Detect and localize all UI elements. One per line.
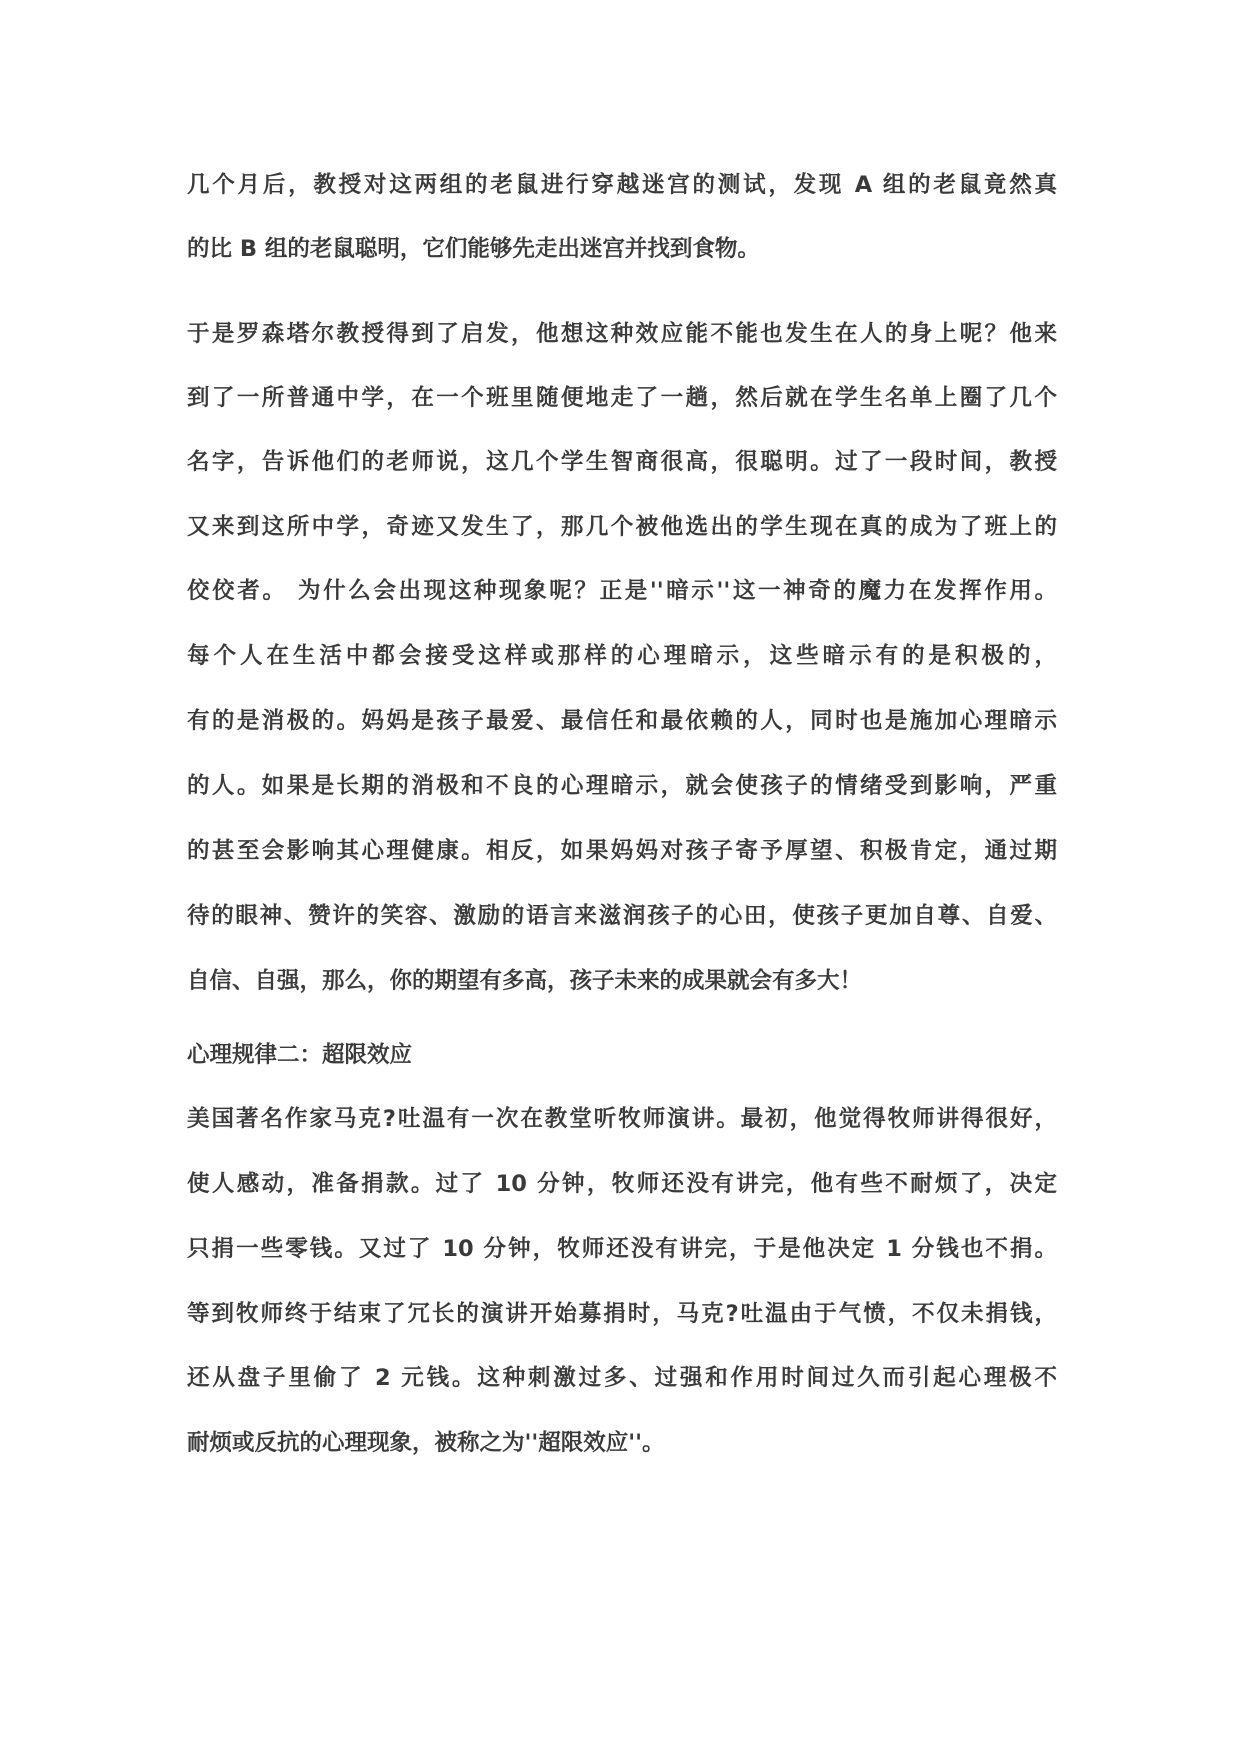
- text-line-2: 的比 B 组的老鼠聪明，它们能够先走出迷宫并找到食物。: [187, 236, 760, 262]
- text-line-3: 于是罗森塔尔教授得到了启发，他想这种效应能不能也发生在人的身上呢？他来: [187, 321, 1057, 347]
- text-line-15: 美国著名作家马克?吐温有一次在教堂听牧师演讲。最初，他觉得牧师讲得很好，: [187, 1106, 1057, 1132]
- text-line-10: 的人。如果是长期的消极和不良的心理暗示，就会使孩子的情绪受到影响，严重: [187, 773, 1057, 799]
- text-line-16: 使人感动，准备捐款。过了 10 分钟，牧师还没有讲完，他有些不耐烦了，决定: [187, 1171, 1057, 1197]
- text-line-13: 自信、自强，那么，你的期望有多高，孩子未来的成果就会有多大！: [187, 968, 863, 994]
- text-line-4: 到了一所普通中学，在一个班里随便地走了一趟，然后就在学生名单上圈了几个: [187, 385, 1057, 411]
- text-line-11: 的甚至会影响其心理健康。相反，如果妈妈对孩子寄予厚望、积极肯定，通过期: [187, 838, 1057, 864]
- text-line-7: 佼佼者。 为什么会出现这种现象呢？正是''暗示''这一神奇的魔力在发挥作用。: [187, 578, 1057, 604]
- text-line-1: 几个月后，教授对这两组的老鼠进行穿越迷宫的测试，发现 A 组的老鼠竟然真: [187, 172, 1057, 198]
- section-heading: 心理规律二：超限效应: [187, 1042, 413, 1068]
- text-line-6: 又来到这所中学，奇迹又发生了，那几个被他选出的学生现在真的成为了班上的: [187, 514, 1057, 540]
- text-line-17: 只捐一些零钱。又过了 10 分钟，牧师还没有讲完，于是他决定 1 分钱也不捐。: [187, 1236, 1057, 1262]
- text-line-20: 耐烦或反抗的心理现象，被称之为''超限效应''。: [187, 1430, 665, 1456]
- text-line-9: 有的是消极的。妈妈是孩子最爱、最信任和最依赖的人，同时也是施加心理暗示: [187, 708, 1057, 734]
- text-line-19: 还从盘子里偷了 2 元钱。这种刺激过多、过强和作用时间过久而引起心理极不: [187, 1365, 1057, 1391]
- text-line-12: 待的眼神、赞许的笑容、激励的语言来滋润孩子的心田，使孩子更加自尊、自爱、: [187, 903, 1057, 929]
- text-line-8: 每个人在生活中都会接受这样或那样的心理暗示，这些暗示有的是积极的，: [187, 643, 1057, 669]
- text-line-5: 名字，告诉他们的老师说，这几个学生智商很高，很聪明。过了一段时间，教授: [187, 449, 1057, 475]
- text-line-18: 等到牧师终于结束了冗长的演讲开始募捐时，马克?吐温由于气愤，不仅未捐钱，: [187, 1301, 1057, 1327]
